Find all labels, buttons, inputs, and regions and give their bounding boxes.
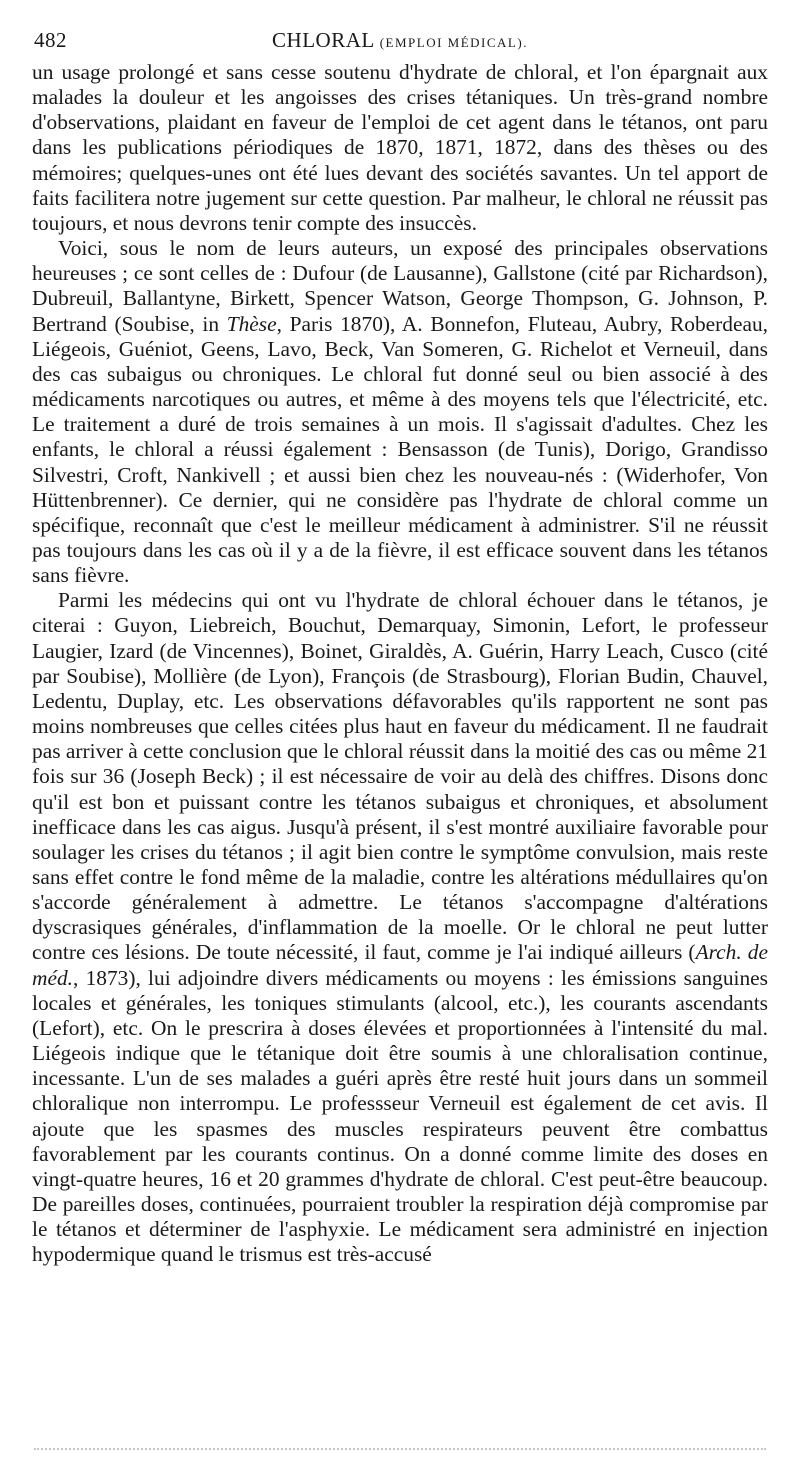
paragraph-3 [32,588,768,1267]
page-footer-rule [34,1448,766,1450]
paragraph-2-text-b: , Paris 1870), A. Bonnefon, Fluteau, Aubry, Roberdeau, Liégeois, Guéniot, Geens, Lavo, Beck, Van Someren, G. Richelot et Verneuil, dans des cas subaigus ou chroniques. Le chloral fut donné seul ou bien associé à des médicaments narcotiques ou autres, et même à des moyens tels que l'électricité, etc. Le traitement a duré de trois semaines à un mois. Il s'agissait d'adultes. Chez les enfants, le chloral a réussi également : Bensasson (de Tunis), Dorigo, Grandisso Silvestri, Croft, Nankivell ; et aussi bien chez les nouveau-nés : (Widerhofer, Von Hüttenbrenner). Ce dernier, qui ne considère pas l'hydrate de chloral comme un spécifique, reconnaît que c'est le meilleur médicament à administrer. S'il ne réussit pas toujours dans les cas où il y a de la fièvre, il est efficace souvent dans les tétanos sans fièvre. [32,311,768,588]
running-head [32,28,768,60]
book-page [32,28,768,1268]
paragraph-2 [32,236,768,588]
running-title [32,28,768,53]
body-text [32,60,768,1268]
page-number: 482 [34,28,67,52]
running-title-main: CHLORAL [272,28,374,52]
paragraph-3-italic: Arch. de méd. [32,940,768,990]
paragraph-3-text-a: Parmi les médecins qui ont vu l'hydrate de chloral échouer dans le tétanos, je citerai : Guyon, Liebreich, Bouchut, Demarquay, Simonin, Lefort, le professeur Laugier, Izard (de Vincennes), Boinet, Giraldès, A. Guérin, Harry Leach, Cusco (cité par Soubise), Mollière (de Lyon), François (de Strasbourg), Florian Budin, Chauvel, Ledentu, Duplay, etc. Les observations défavorables qu'ils rapportent ne sont pas moins nombreuses que celles citées plus haut en faveur du médicament. Il ne faudrait pas arriver à cette conclusion que le chloral réussit dans la moitié des cas ou même 21 fois sur 36 (Joseph Beck) ; il est nécessaire de voir au delà des chiffres. Disons donc qu'il est bon et puissant contre les tétanos subaigus et chroniques, et absolument inefficace dans les cas aigus. Jusqu'à présent, il s'est montré auxiliaire favorable pour soulager les crises du tétanos ; il agit bien contre le symptôme convulsion, mais reste sans effet contre le fond même de la maladie, contre les altérations médullaires qu'on s'accorde généralement à admettre. Le tétanos s'accompagne d'altérations dyscrasiques générales, d'inflammation de la moelle. Or le chloral ne peut lutter contre ces lésions. De toute nécessité, il faut, comme je l'ai indiqué ailleurs ( [32,588,768,965]
paragraph-2-text-a: Voici, sous le nom de leurs auteurs, un exposé des principales observations heureuses ; ce sont celles de : Dufour (de Lausanne), Gallstone (cité par Richardson), Dubreuil, Ballantyne, Birkett, Spencer Watson, George Thompson, G. Johnson, P. Bertrand (Soubise, in [32,236,768,336]
paragraph-1-text: un usage prolongé et sans cesse soutenu d'hydrate de chloral, et l'on épargnait aux malades la douleur et les angoisses des crises tétaniques. Un très-grand nombre d'observations, plaidant en faveur de l'emploi de cet agent dans le tétanos, ont paru dans les publications périodiques de 1870, 1871, 1872, dans des thèses ou des mémoires; quelques-unes ont été lues devant des sociétés savantes. Un tel apport de faits facilitera notre jugement sur cette question. Par malheur, le chloral ne réussit pas toujours, et nous devrons tenir compte des insuccès. [32,60,768,235]
paragraph-2-italic: Thèse [226,311,277,336]
paragraph-1 [32,60,768,236]
running-title-sub: (EMPLOI MÉDICAL). [379,35,528,50]
paragraph-3-text-b: , 1873), lui adjoindre divers médicaments ou moyens : les émissions sanguines locales et générales, les toniques stimulants (alcool, etc.), les courants ascendants (Lefort), etc. On le prescrira à doses élevées et proportionnées à l'intensité du mal. Liégeois indique que le tétanique doit être soumis à une chloralisation continue, incessante. L'un de ses malades a guéri après être resté huit jours dans un sommeil chloralique non interrompu. Le professseur Verneuil est également de cet avis. Il ajoute que les spasmes des muscles respirateurs peuvent être combattus favorablement par les courants continus. On a donné comme limite des doses en vingt-quatre heures, 16 et 20 grammes d'hydrate de chloral. C'est peut-être beaucoup. De pareilles doses, continuées, pourraient troubler la respiration déjà compromise par le tétanos et déterminer de l'asphyxie. Le médicament sera administré en injection hypodermique quand le trismus est très-accusé [32,965,768,1267]
